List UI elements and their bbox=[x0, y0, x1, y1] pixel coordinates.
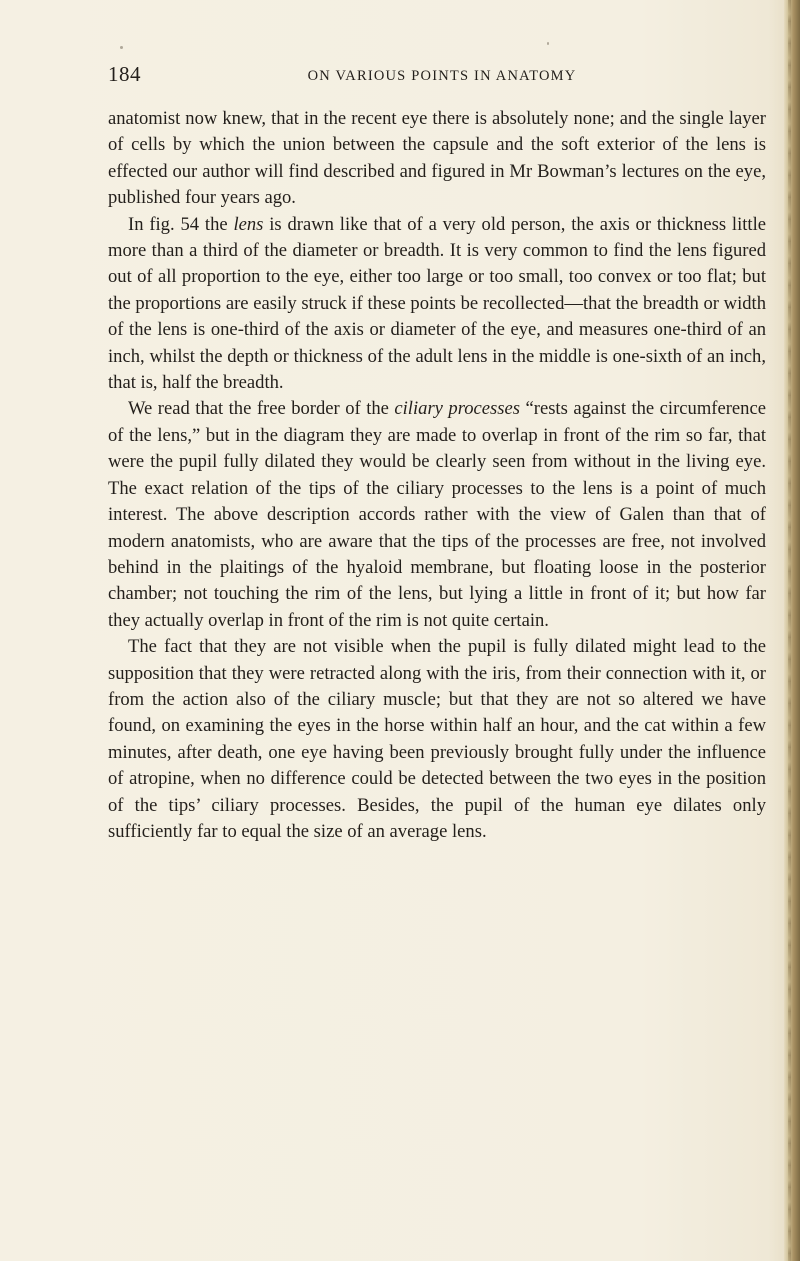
text-run: We read that the free border of the bbox=[128, 398, 395, 420]
page-header bbox=[108, 62, 766, 92]
text-run: In fig. 54 the bbox=[128, 213, 234, 235]
running-head: ON VARIOUS POINTS IN ANATOMY bbox=[307, 68, 577, 84]
paragraph bbox=[108, 212, 766, 397]
paragraph bbox=[108, 396, 766, 634]
paragraph bbox=[108, 634, 766, 845]
page-edge bbox=[784, 0, 800, 1261]
ink-speck bbox=[547, 42, 549, 45]
text-run: The fact that they are not visible when the pupil is fully dilated might lead to the supposition that they were retracted along with the iris, from their connection with it, or from the action also of the ciliary muscle; but that they are not so altered we have found, on examining the eyes in the horse within half an hour, and the cat within a few minutes, after death, one eye having been previously brought fully under the influence of atropine, when no difference could be detected between the two eyes in the position of the tips’ ciliary processes. Besides, the pupil of the human eye dilates only sufficiently far to equal the size of an average lens. bbox=[108, 636, 766, 842]
body-text bbox=[108, 106, 766, 845]
italic-term-ciliary-processes: ciliary processes bbox=[394, 398, 521, 420]
text-run: anatomist now knew, that in the recent eye there is absolutely none; and the single layer of cells by which the union between the capsule and the soft exterior of the lens is effected our author will find described and figured in Mr Bowman’s lectures on the eye, published four years ago. bbox=[108, 108, 766, 209]
italic-term-lens: lens bbox=[233, 213, 264, 235]
paragraph bbox=[108, 106, 766, 212]
text-run: is drawn like that of a very old person, the axis or thickness little more than a third of the diameter or breadth. It is very common to find the lens figured out of all proportion to the eye, either too large or too small, too convex or too flat; but the proportions are easily struck if these points be recollected—that the breadth or width of the lens is one-third of the axis or diameter of the eye, and measures one-third of an inch, whilst the depth or thickness of the adult lens in the middle is one-sixth of an inch, that is, half the breadth. bbox=[108, 213, 766, 394]
ink-speck bbox=[120, 46, 123, 49]
text-run: “rests against the circumference of the lens,” but in the diagram they are made to overlap in front of the rim so far, that were the pupil fully dilated they would be clearly seen from without in the living eye. The exact relation of the tips of the ciliary processes to the lens is a point of much interest. The above description accords rather with the view of Galen than that of modern anatomists, who are aware that the tips of the processes are free, not involved behind in the plaitings of the hyaloid membrane, but floating loose in the posterior chamber; not touching the rim of the lens, but lying a little in front of it; but how far they actually overlap in front of the rim is not quite certain. bbox=[108, 398, 766, 631]
page-number: 184 bbox=[108, 62, 141, 86]
